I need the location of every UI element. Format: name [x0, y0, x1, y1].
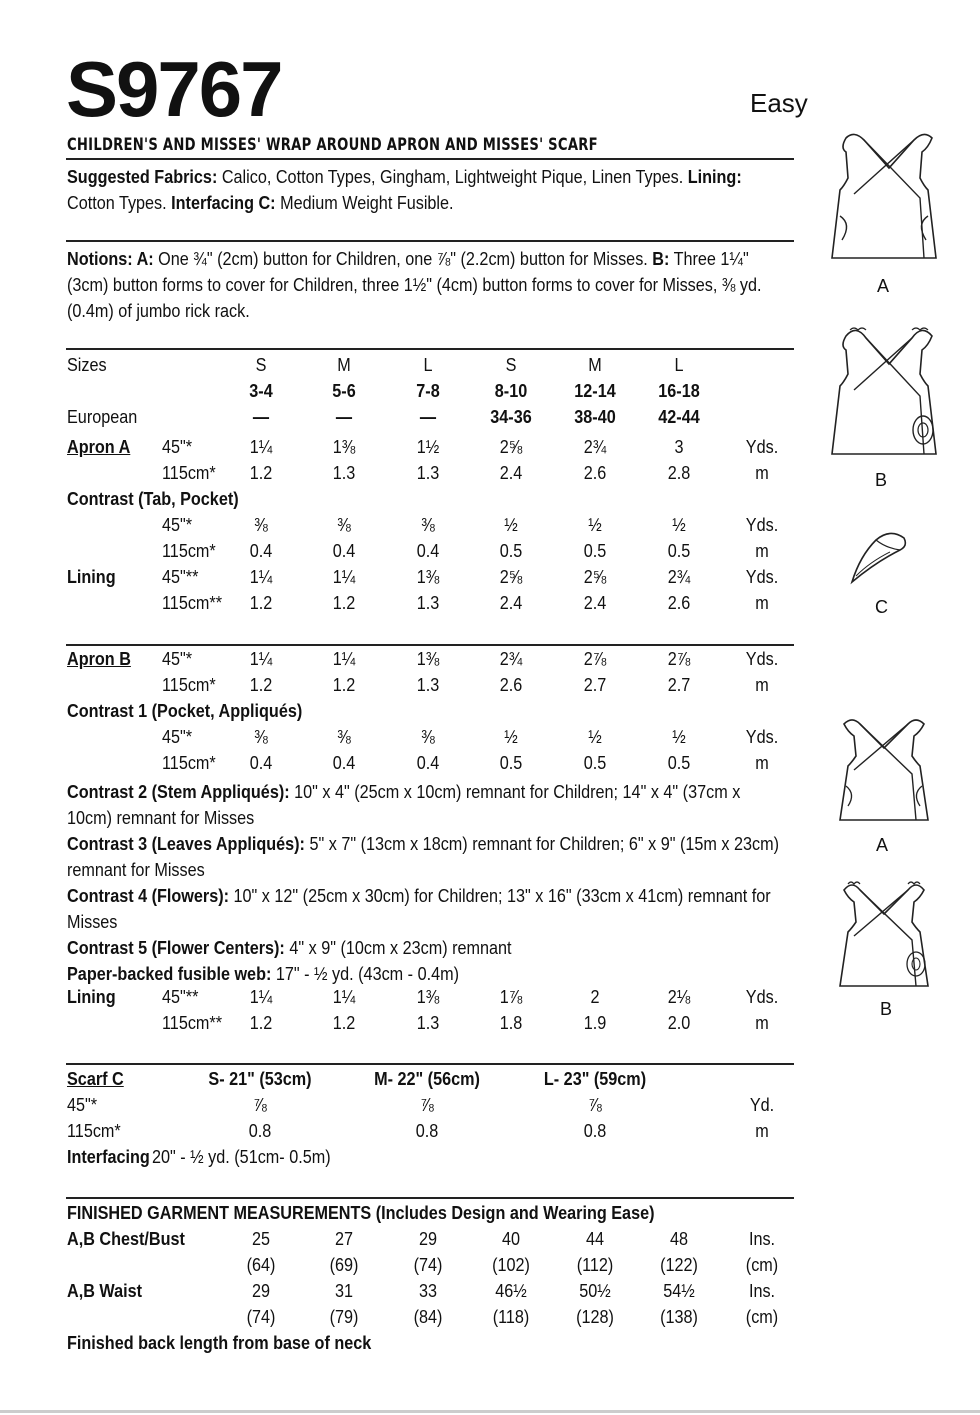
- size-letter: M: [337, 355, 351, 375]
- waist-ins-value: 54½: [663, 1281, 695, 1301]
- waist-ins-value: 33: [418, 1281, 438, 1301]
- scarf-size: S- 21" (53cm): [208, 1069, 312, 1089]
- apron-a-contrast-label: Contrast (Tab, Pocket): [67, 489, 239, 509]
- chest-bust-label: A,B Chest/Bust: [67, 1229, 185, 1249]
- chest-ins-unit: Ins.: [748, 1229, 776, 1249]
- apron-b-contrast1-115-value: 0.5: [499, 753, 523, 773]
- view-a-child-apron-sketch: [826, 714, 942, 834]
- apron-b-contrast4: [67, 883, 787, 935]
- view-label-a-second: A: [876, 835, 889, 855]
- chest-cm-value: (74): [413, 1255, 443, 1275]
- apron-b-lining-115-value: 1.2: [249, 1013, 273, 1033]
- waist-ins-value: 31: [334, 1281, 354, 1301]
- apron-b-lining-115-value: 1.8: [499, 1013, 523, 1033]
- sizes-label: Sizes: [67, 355, 107, 375]
- chest-cm-value: (112): [576, 1255, 614, 1275]
- chest-cm-value: (102): [492, 1255, 530, 1275]
- lining-label: Lining:: [687, 167, 742, 187]
- apron-a-contrast-45-value: ⅜: [421, 515, 435, 535]
- contrast2-label: Contrast 2 (Stem Appliqués):: [67, 782, 290, 802]
- apron-a-lining-115-width: 115cm**: [162, 593, 223, 613]
- web-text: 17" - ½ yd. (43cm - 0.4m): [271, 964, 459, 984]
- chest-ins-value: 25: [251, 1229, 271, 1249]
- pattern-number: S9767: [66, 45, 282, 133]
- notions-text-b: Three 1¼" (3cm) button forms to cover for Children, three 1½" (4cm) button forms to cover for Misses, ⅜ yd. (0.4m) of jumbo rick rack.: [67, 249, 762, 321]
- apron-a-45-value: 2⅝: [499, 437, 523, 457]
- apron-a-contrast-45-value: ½: [504, 515, 518, 535]
- scarf-unit: Yd.: [749, 1095, 775, 1115]
- notions-text-a: One ¾" (2cm) button for Children, one ⅞" (2.2cm) button for Misses.: [153, 249, 653, 269]
- chest-cm-value: (69): [329, 1255, 359, 1275]
- apron-a-45-value: 3: [674, 437, 684, 457]
- waist-ins-unit: Ins.: [748, 1281, 776, 1301]
- apron-a-115-value: 2.6: [583, 463, 607, 483]
- apron-a-contrast-115-value: 0.5: [583, 541, 607, 561]
- apron-a-lining-115-value: 1.2: [249, 593, 273, 613]
- apron-a-115-value: 1.2: [249, 463, 273, 483]
- scarf-value: ⅞: [420, 1095, 434, 1115]
- waist-cm-value: (128): [576, 1307, 614, 1327]
- divider: [66, 240, 794, 242]
- apron-b-lining-45-value: 1⅞: [499, 987, 523, 1007]
- chest-ins-value: 27: [334, 1229, 354, 1249]
- apron-b-web: [67, 961, 787, 987]
- apron-b-contrast1-115-value: 0.4: [249, 753, 273, 773]
- chest-cm-value: (64): [246, 1255, 276, 1275]
- scarf-value: 0.8: [415, 1121, 439, 1141]
- european-size: —: [419, 407, 437, 427]
- waist-ins-value: 46½: [495, 1281, 527, 1301]
- european-size: 42-44: [658, 407, 700, 427]
- apron-a-lining-45-value: 2¾: [667, 567, 691, 587]
- apron-a-45-value: 2¾: [583, 437, 607, 457]
- divider: [66, 1063, 794, 1065]
- chest-cm-unit: (cm): [745, 1255, 779, 1275]
- divider: [66, 644, 794, 646]
- apron-b-contrast1-45-value: ½: [588, 727, 602, 747]
- apron-b-contrast2: [67, 779, 787, 831]
- size-letter: S: [255, 355, 267, 375]
- view-label-b-second: B: [880, 999, 893, 1019]
- apron-b-label: Apron B: [67, 649, 131, 669]
- apron-b-lining-115-value: 1.9: [583, 1013, 607, 1033]
- apron-a-label: Apron A: [67, 437, 131, 457]
- apron-a-lining-115-unit: m: [755, 593, 769, 613]
- apron-a-lining-45-unit: Yds.: [745, 567, 779, 587]
- apron-b-contrast1-45-width: 45"*: [162, 727, 193, 747]
- apron-b-contrast1-115-value: 0.5: [583, 753, 607, 773]
- scarf-value: ⅞: [253, 1095, 267, 1115]
- lining-text: Cotton Types.: [67, 193, 172, 213]
- waist-cm-unit: (cm): [745, 1307, 779, 1327]
- fabrics-text: Calico, Cotton Types, Gingham, Lightweight Pique, Linen Types.: [217, 167, 688, 187]
- scarf-c-label: Scarf C: [67, 1069, 124, 1089]
- contrast5-text: 4" x 9" (10cm x 23cm) remnant: [284, 938, 512, 958]
- european-size: —: [335, 407, 353, 427]
- apron-a-contrast-45-unit: Yds.: [745, 515, 779, 535]
- apron-b-contrast1-115-width: 115cm*: [162, 753, 216, 773]
- chest-ins-value: 29: [418, 1229, 438, 1249]
- apron-a-contrast-45-width: 45"*: [162, 515, 193, 535]
- european-size: 34-36: [490, 407, 532, 427]
- contrast3-text: 5" x 7" (13cm x 18cm) remnant for Children; 6" x 9" (15m x 23cm) remnant for Misses: [67, 834, 780, 880]
- apron-a-lining-45-value: 1¼: [249, 567, 273, 587]
- apron-b-lining-45-value: 2: [590, 987, 600, 1007]
- contrast4-label: Contrast 4 (Flowers):: [67, 886, 230, 906]
- apron-a-lining-label: Lining: [67, 567, 116, 587]
- apron-a-lining-45-value: 2⅝: [499, 567, 523, 587]
- apron-b-lining-115-value: 2.0: [667, 1013, 691, 1033]
- apron-a-contrast-115-value: 0.4: [416, 541, 440, 561]
- pattern-subtitle: CHILDREN'S AND MISSES' WRAP AROUND APRON AND MISSES' SCARF: [67, 135, 598, 155]
- contrast2-text: 10" x 4" (25cm x 10cm) remnant for Children; 14" x 4" (37cm x 10cm) remnant for Misses: [67, 782, 741, 828]
- waist-cm-value: (138): [660, 1307, 698, 1327]
- apron-b-contrast1-45-value: ½: [504, 727, 518, 747]
- divider: [66, 1197, 794, 1199]
- apron-b-lining-45-value: 1⅜: [416, 987, 440, 1007]
- apron-a-115-value: 1.3: [332, 463, 356, 483]
- scarf-size: M- 22" (56cm): [374, 1069, 480, 1089]
- size-letter: S: [505, 355, 517, 375]
- apron-a-contrast-45-value: ½: [588, 515, 602, 535]
- apron-a-115-value: 1.3: [416, 463, 440, 483]
- size-range: 7-8: [416, 381, 440, 401]
- apron-b-lining-45-unit: Yds.: [745, 987, 779, 1007]
- apron-b-115-value: 2.6: [499, 675, 523, 695]
- apron-b-contrast1-label: Contrast 1 (Pocket, Appliqués): [67, 701, 303, 721]
- apron-a-45-width: 45"*: [162, 437, 193, 457]
- apron-a-lining-115-value: 2.4: [499, 593, 523, 613]
- apron-a-115-unit: m: [755, 463, 769, 483]
- apron-a-contrast-45-value: ½: [672, 515, 686, 535]
- view-b-child-apron-sketch: [826, 878, 942, 998]
- apron-b-contrast1-45-value: ½: [672, 727, 686, 747]
- size-letter: M: [588, 355, 602, 375]
- apron-b-contrast3: [67, 831, 787, 883]
- interfacing-label: Interfacing C:: [171, 193, 276, 213]
- apron-b-contrast1-45-value: ⅜: [337, 727, 351, 747]
- scarf-value: 0.8: [583, 1121, 607, 1141]
- scarf-unit: m: [755, 1121, 769, 1141]
- apron-b-contrast1-115-value: 0.4: [332, 753, 356, 773]
- view-c-scarf-sketch: [846, 526, 916, 596]
- apron-b-45-value: 1¼: [332, 649, 356, 669]
- divider: [66, 158, 794, 160]
- apron-a-lining-45-value: 1¼: [332, 567, 356, 587]
- apron-b-lining-label: Lining: [67, 987, 116, 1007]
- size-letter: L: [674, 355, 684, 375]
- apron-b-contrast1-115-unit: m: [755, 753, 769, 773]
- contrast3-label: Contrast 3 (Leaves Appliqués):: [67, 834, 305, 854]
- apron-b-45-value: 1⅜: [416, 649, 440, 669]
- scarf-interfacing-label: Interfacing: [67, 1147, 150, 1167]
- apron-b-lining-45-value: 2⅛: [667, 987, 691, 1007]
- divider: [66, 348, 794, 350]
- european-label: European: [67, 407, 138, 427]
- waist-cm-value: (118): [492, 1307, 530, 1327]
- apron-b-45-unit: Yds.: [745, 649, 779, 669]
- finished-title: FINISHED GARMENT MEASUREMENTS: [67, 1203, 372, 1223]
- apron-a-115-value: 2.8: [667, 463, 691, 483]
- apron-a-lining-45-width: 45"**: [162, 567, 199, 587]
- apron-b-contrast1-115-value: 0.5: [667, 753, 691, 773]
- view-label-b: B: [875, 470, 888, 490]
- notions: [67, 246, 769, 324]
- back-length-label: Finished back length from base of neck: [67, 1333, 372, 1353]
- suggested-fabrics: [67, 164, 769, 216]
- apron-b-lining-115-value: 1.3: [416, 1013, 440, 1033]
- size-range: 5-6: [332, 381, 356, 401]
- scarf-interfacing-text: 20" - ½ yd. (51cm- 0.5m): [152, 1147, 331, 1167]
- european-size: —: [252, 407, 270, 427]
- size-letter: L: [423, 355, 433, 375]
- apron-b-115-value: 2.7: [583, 675, 607, 695]
- size-range: 12-14: [574, 381, 616, 401]
- apron-b-45-value: 2¾: [499, 649, 523, 669]
- interfacing-text: Medium Weight Fusible.: [275, 193, 454, 213]
- apron-b-45-width: 45"*: [162, 649, 193, 669]
- chest-ins-value: 40: [501, 1229, 521, 1249]
- apron-b-lining-45-value: 1¼: [249, 987, 273, 1007]
- apron-a-contrast-115-value: 0.5: [667, 541, 691, 561]
- apron-a-contrast-45-value: ⅜: [337, 515, 351, 535]
- notions-label-b: B:: [652, 249, 670, 269]
- waist-ins-value: 50½: [579, 1281, 611, 1301]
- size-range: 8-10: [494, 381, 528, 401]
- scarf-value: 0.8: [248, 1121, 272, 1141]
- apron-a-lining-115-value: 1.3: [416, 593, 440, 613]
- apron-a-contrast-115-width: 115cm*: [162, 541, 216, 561]
- apron-a-contrast-115-value: 0.4: [249, 541, 273, 561]
- apron-a-lining-115-value: 2.6: [667, 593, 691, 613]
- apron-a-lining-115-value: 2.4: [583, 593, 607, 613]
- apron-a-115-width: 115cm*: [162, 463, 216, 483]
- contrast5-label: Contrast 5 (Flower Centers):: [67, 938, 285, 958]
- finished-measurements-heading: [67, 1203, 654, 1224]
- finished-title-note: (Includes Design and Wearing Ease): [371, 1203, 655, 1223]
- apron-b-lining-45-value: 1¼: [332, 987, 356, 1007]
- waist-ins-value: 29: [251, 1281, 271, 1301]
- apron-b-lining-45-width: 45"**: [162, 987, 199, 1007]
- view-label-a: A: [877, 276, 890, 296]
- apron-b-lining-115-unit: m: [755, 1013, 769, 1033]
- european-size: 38-40: [574, 407, 616, 427]
- apron-b-115-value: 1.2: [332, 675, 356, 695]
- apron-a-45-value: 1¼: [249, 437, 273, 457]
- notions-label: Notions: A:: [67, 249, 154, 269]
- chest-cm-value: (122): [660, 1255, 698, 1275]
- scarf-115-width: 115cm*: [67, 1121, 121, 1141]
- view-label-c: C: [875, 597, 888, 617]
- waist-label: A,B Waist: [67, 1281, 143, 1301]
- apron-a-lining-45-value: 1⅜: [416, 567, 440, 587]
- size-range: 16-18: [658, 381, 700, 401]
- apron-a-45-value: 1½: [416, 437, 440, 457]
- view-a-apron-sketch: [824, 128, 954, 278]
- page-bottom-edge: [0, 1410, 980, 1413]
- chest-ins-value: 48: [669, 1229, 689, 1249]
- apron-b-45-value: 1¼: [249, 649, 273, 669]
- scarf-45-width: 45"*: [67, 1095, 98, 1115]
- web-label: Paper-backed fusible web:: [67, 964, 272, 984]
- apron-b-contrast1-45-value: ⅜: [421, 727, 435, 747]
- apron-b-contrast1-115-value: 0.4: [416, 753, 440, 773]
- scarf-size: L- 23" (59cm): [543, 1069, 647, 1089]
- waist-cm-value: (84): [413, 1307, 443, 1327]
- apron-a-contrast-45-value: ⅜: [254, 515, 268, 535]
- apron-b-contrast5: [67, 935, 787, 961]
- apron-b-115-value: 2.7: [667, 675, 691, 695]
- apron-a-lining-45-value: 2⅝: [583, 567, 607, 587]
- waist-cm-value: (74): [246, 1307, 276, 1327]
- apron-b-contrast1-45-unit: Yds.: [745, 727, 779, 747]
- apron-b-115-value: 1.2: [249, 675, 273, 695]
- apron-b-115-value: 1.3: [416, 675, 440, 695]
- fabrics-label: Suggested Fabrics:: [67, 167, 218, 187]
- apron-b-45-value: 2⅞: [667, 649, 691, 669]
- chest-ins-value: 44: [585, 1229, 605, 1249]
- view-b-apron-sketch: [824, 322, 954, 472]
- difficulty-label: Easy: [750, 88, 808, 118]
- apron-a-contrast-115-value: 0.4: [332, 541, 356, 561]
- apron-a-115-value: 2.4: [499, 463, 523, 483]
- apron-b-115-unit: m: [755, 675, 769, 695]
- apron-b-115-width: 115cm*: [162, 675, 216, 695]
- apron-b-45-value: 2⅞: [583, 649, 607, 669]
- apron-a-lining-115-value: 1.2: [332, 593, 356, 613]
- apron-a-45-value: 1⅜: [332, 437, 356, 457]
- contrast4-text: 10" x 12" (25cm x 30cm) for Children; 13" x 16" (33cm x 41cm) remnant for Misses: [67, 886, 771, 932]
- scarf-value: ⅞: [588, 1095, 602, 1115]
- apron-a-contrast-115-unit: m: [755, 541, 769, 561]
- apron-b-lining-115-width: 115cm**: [162, 1013, 223, 1033]
- size-range: 3-4: [249, 381, 273, 401]
- waist-cm-value: (79): [329, 1307, 359, 1327]
- apron-b-contrast1-45-value: ⅜: [254, 727, 268, 747]
- apron-b-lining-115-value: 1.2: [332, 1013, 356, 1033]
- apron-a-contrast-115-value: 0.5: [499, 541, 523, 561]
- apron-a-45-unit: Yds.: [745, 437, 779, 457]
